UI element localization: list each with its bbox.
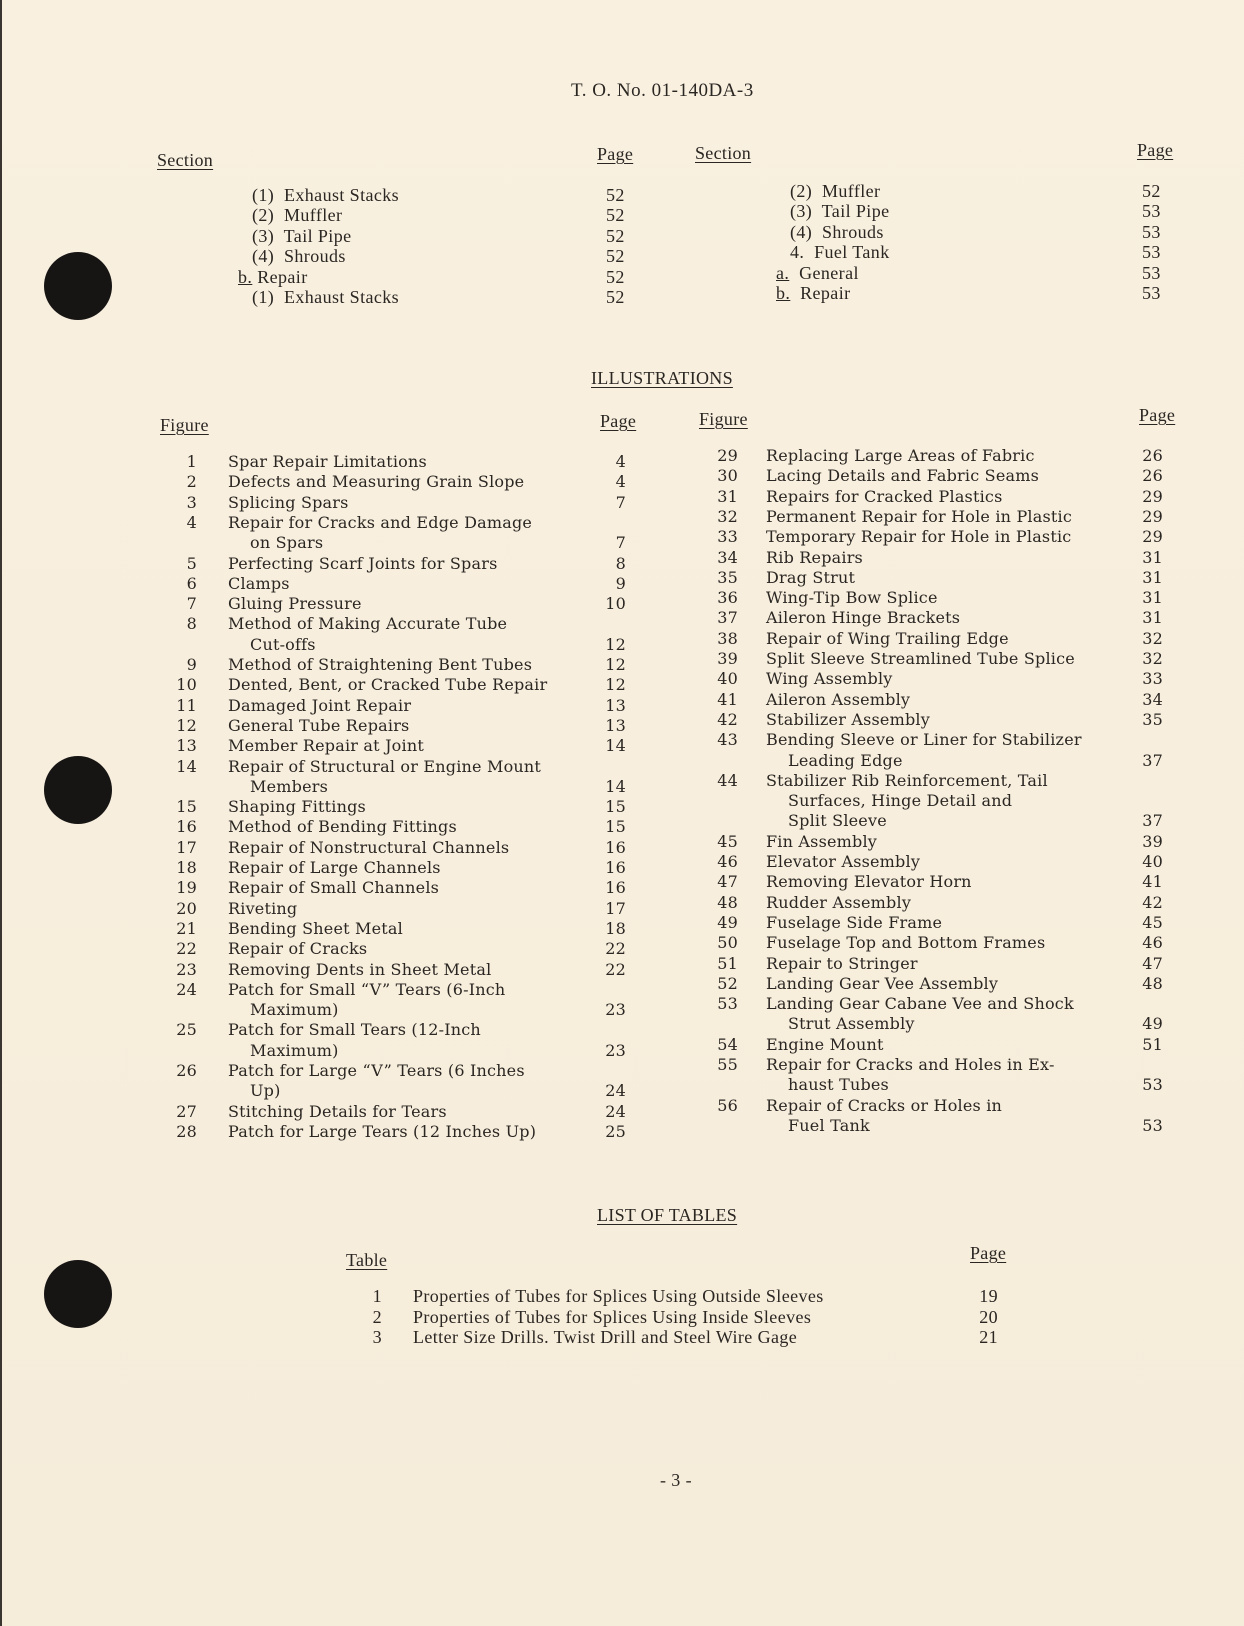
figure-title: Landing Gear Vee Assembly <box>766 973 999 993</box>
section-entry <box>790 201 890 222</box>
figure-title: Repair of Large Channels <box>228 858 441 877</box>
figure-page: 16 <box>605 837 626 857</box>
figure-page: 51 <box>1142 1034 1163 1054</box>
figure-title: Repairs for Cracked Plastics <box>766 486 1003 506</box>
section-entry-prefix: b. <box>238 266 253 287</box>
figure-number: 30 <box>717 466 738 486</box>
figure-page: 22 <box>605 959 626 979</box>
figure-page: 49 <box>1142 1014 1163 1034</box>
figure-title-cont: Cut-offs <box>250 634 316 654</box>
figure-number: 48 <box>717 892 738 912</box>
figure-number: 2 <box>186 472 197 492</box>
section-header-right: Section <box>695 143 752 163</box>
section-entry-page: 52 <box>606 266 625 287</box>
figure-page: 15 <box>605 797 626 817</box>
figure-page: 23 <box>605 1000 626 1020</box>
table-number: 3 <box>372 1327 382 1347</box>
figure-title: Repair of Structural or Engine Mount <box>228 756 542 776</box>
figure-title: Shaping Fittings <box>228 797 366 817</box>
page-header-illus-left: Page <box>600 411 637 431</box>
figure-title: Stitching Details for Tears <box>228 1101 447 1121</box>
section-entry-prefix: b. <box>776 283 791 303</box>
section-entry-label: (2) Muffler <box>790 181 881 201</box>
figure-title: Patch for Large Tears (12 Inches Up) <box>228 1121 537 1141</box>
figure-title: Aileron Assembly <box>766 689 911 709</box>
page-header-right: Page <box>1137 140 1174 160</box>
figure-number: 34 <box>717 547 738 567</box>
figure-page: 42 <box>1142 892 1163 912</box>
figure-page: 14 <box>605 776 626 796</box>
figure-title-cont: Leading Edge <box>788 750 903 770</box>
figure-title: Drag Strut <box>766 567 856 587</box>
figure-page: 39 <box>1142 831 1163 851</box>
figure-page: 31 <box>1142 547 1163 567</box>
figure-number: 29 <box>717 446 738 465</box>
section-entry-label: (3) Tail Pipe <box>252 225 352 246</box>
figure-number: 56 <box>717 1095 738 1115</box>
figure-number: 11 <box>176 695 197 715</box>
figure-title-cont: haust Tubes <box>788 1075 889 1095</box>
binder-hole-bottom <box>44 1260 112 1328</box>
figure-number: 14 <box>176 756 197 776</box>
figure-page: 29 <box>1142 506 1163 526</box>
section-entry <box>252 205 342 226</box>
figure-page: 46 <box>1142 933 1163 953</box>
section-entry-label: (3) Tail Pipe <box>790 201 890 222</box>
figure-title: Splicing Spars <box>228 492 349 512</box>
figure-title: Stabilizer Rib Reinforcement, Tail <box>766 770 1048 790</box>
figure-number: 53 <box>717 994 738 1014</box>
figure-title: Spar Repair Limitations <box>228 452 427 471</box>
section-entry <box>252 287 399 308</box>
figure-title: Removing Elevator Horn <box>766 872 972 892</box>
figure-page: 24 <box>605 1081 626 1101</box>
figure-title: Rudder Assembly <box>766 892 912 912</box>
figure-page: 15 <box>605 817 626 837</box>
figure-number: 39 <box>717 649 738 668</box>
figure-page: 31 <box>1142 588 1163 608</box>
figure-page: 31 <box>1142 567 1163 587</box>
figure-number: 23 <box>176 959 197 979</box>
figure-title: Method of Bending Fittings <box>228 817 457 837</box>
table-page: 21 <box>979 1327 998 1347</box>
figure-page: 13 <box>605 715 626 735</box>
figure-number: 8 <box>186 614 197 634</box>
figure-number: 38 <box>717 628 738 648</box>
figure-title: Wing-Tip Bow Splice <box>766 588 938 608</box>
section-entry-page: 52 <box>606 225 625 246</box>
figure-page: 12 <box>605 675 626 695</box>
page-header-illus-right: Page <box>1139 405 1176 425</box>
figure-title-cont: Up) <box>250 1081 281 1101</box>
figure-number: 32 <box>717 506 738 526</box>
figure-number: 51 <box>717 953 738 973</box>
figure-number: 7 <box>186 594 197 614</box>
figure-title: Bending Sheet Metal <box>228 918 403 938</box>
figure-page: 17 <box>605 898 626 918</box>
figure-title: Repair of Cracks or Holes in <box>766 1095 1003 1115</box>
figure-title-cont: Surfaces, Hinge Detail and <box>788 791 1013 811</box>
binder-hole-middle <box>44 756 112 824</box>
section-entry-page: 53 <box>1142 242 1161 263</box>
figure-page: 31 <box>1142 608 1163 628</box>
section-entry-page: 52 <box>1142 181 1161 201</box>
figure-page: 7 <box>615 533 626 553</box>
figure-number: 44 <box>717 770 738 790</box>
figure-title: Method of Making Accurate Tube <box>228 614 508 634</box>
table-title: Letter Size Drills. Twist Drill and Steel Wire Gage <box>413 1327 798 1347</box>
figure-title: Repair for Cracks and Edge Damage <box>228 512 533 532</box>
figure-title: Removing Dents in Sheet Metal <box>228 959 492 979</box>
figure-title: Permanent Repair for Hole in Plastic <box>766 506 1073 526</box>
table-page: 19 <box>979 1286 998 1306</box>
figure-title-cont: Maximum) <box>250 1000 339 1020</box>
figure-number: 16 <box>176 817 197 837</box>
figure-title: Split Sleeve Streamlined Tube Splice <box>766 649 1075 668</box>
figure-title: Fin Assembly <box>766 831 878 851</box>
figure-title: Elevator Assembly <box>766 852 921 871</box>
section-entry-label: General <box>789 262 859 283</box>
figure-page: 13 <box>605 695 626 715</box>
figure-number: 55 <box>717 1055 738 1074</box>
section-entry-page: 52 <box>606 246 625 267</box>
figure-number: 37 <box>717 608 738 628</box>
section-entry-page: 52 <box>606 287 625 307</box>
figure-page: 12 <box>605 634 626 654</box>
figure-title: Repair of Cracks <box>228 939 368 959</box>
figure-page: 12 <box>605 655 626 674</box>
figure-title: Replacing Large Areas of Fabric <box>766 446 1035 465</box>
figure-page: 4 <box>615 452 626 471</box>
figure-title: Repair to Stringer <box>766 953 918 973</box>
figure-page: 32 <box>1142 649 1163 668</box>
table-number: 2 <box>372 1306 382 1327</box>
figure-page: 22 <box>605 939 626 959</box>
section-entry-prefix: a. <box>776 262 790 283</box>
page-header-left: Page <box>597 144 634 164</box>
figure-number: 21 <box>176 918 197 938</box>
figure-number: 40 <box>717 669 738 689</box>
figure-title: Gluing Pressure <box>228 594 362 614</box>
figure-number: 25 <box>176 1020 197 1040</box>
figure-number: 33 <box>717 527 738 547</box>
figure-number: 6 <box>186 573 197 593</box>
section-entry-label: (1) Exhaust Stacks <box>252 287 400 307</box>
figure-page: 4 <box>615 472 626 492</box>
figure-title: Perfecting Scarf Joints for Spars <box>228 553 498 573</box>
figure-title: Temporary Repair for Hole in Plastic <box>766 527 1072 547</box>
figure-page: 35 <box>1142 709 1163 729</box>
figure-number: 15 <box>176 797 197 817</box>
figure-title: General Tube Repairs <box>228 715 410 735</box>
figure-number: 31 <box>717 486 738 506</box>
figure-title-cont: Split Sleeve <box>788 811 887 831</box>
section-entry <box>238 267 308 288</box>
section-entry-label: (4) Shrouds <box>790 221 884 242</box>
table-number: 1 <box>372 1286 382 1306</box>
section-entry <box>790 242 890 263</box>
document-number: T. O. No. 01-140DA-3 <box>571 80 754 101</box>
figure-number: 18 <box>176 858 197 877</box>
figure-number: 9 <box>186 655 197 674</box>
figure-number: 49 <box>717 912 738 932</box>
section-entry <box>252 185 399 206</box>
figure-page: 29 <box>1142 486 1163 506</box>
figure-page: 23 <box>605 1040 626 1060</box>
figure-number: 26 <box>176 1061 197 1080</box>
section-entry-label: 4. Fuel Tank <box>790 242 890 263</box>
figure-title-cont: Strut Assembly <box>788 1014 915 1034</box>
section-entry <box>790 181 880 202</box>
table-title: Properties of Tubes for Splices Using Inside Sleeves <box>413 1306 812 1327</box>
figure-page: 14 <box>605 736 626 756</box>
figure-number: 45 <box>717 831 738 851</box>
figure-title-cont: Members <box>250 776 328 796</box>
figure-number: 46 <box>717 852 738 871</box>
figure-title: Wing Assembly <box>766 669 893 689</box>
figure-page: 29 <box>1142 527 1163 547</box>
figure-page: 48 <box>1142 973 1163 993</box>
figure-number: 50 <box>717 933 738 953</box>
figure-page: 33 <box>1142 669 1163 689</box>
figure-header-right: Figure <box>699 409 748 429</box>
figure-number: 12 <box>176 715 197 735</box>
section-entry <box>776 283 851 304</box>
figure-title: Defects and Measuring Grain Slope <box>228 472 525 492</box>
figure-title: Patch for Small Tears (12-Inch <box>228 1020 481 1040</box>
figure-title: Method of Straightening Bent Tubes <box>228 655 533 674</box>
figure-number: 24 <box>176 979 197 999</box>
figure-number: 43 <box>717 730 738 750</box>
figure-number: 10 <box>176 675 197 695</box>
section-entry-label: (4) Shrouds <box>252 246 346 267</box>
figure-page: 26 <box>1142 446 1163 465</box>
figure-title-cont: Maximum) <box>250 1040 339 1060</box>
figure-page: 9 <box>615 573 626 593</box>
figure-page: 18 <box>605 918 626 938</box>
figure-title: Lacing Details and Fabric Seams <box>766 466 1040 486</box>
section-entry-label: (1) Exhaust Stacks <box>252 185 400 205</box>
figure-number: 22 <box>176 939 197 959</box>
figure-title: Bending Sleeve or Liner for Stabilizer <box>766 730 1082 750</box>
table-title: Properties of Tubes for Splices Using Outside Sleeves <box>413 1286 824 1306</box>
figure-title: Fuselage Top and Bottom Frames <box>766 933 1046 953</box>
section-entry <box>790 222 884 243</box>
figure-page: 7 <box>615 492 626 512</box>
figure-number: 3 <box>186 492 197 512</box>
figure-number: 47 <box>717 872 738 892</box>
figure-number: 35 <box>717 567 738 587</box>
figure-page: 26 <box>1142 466 1163 486</box>
figure-title: Landing Gear Cabane Vee and Shock <box>766 994 1074 1014</box>
figure-title: Patch for Small “V” Tears (6-Inch <box>228 979 506 999</box>
figure-page: 10 <box>605 594 626 614</box>
section-entry <box>252 226 352 247</box>
figure-page: 40 <box>1142 852 1163 871</box>
figure-number: 13 <box>176 736 197 756</box>
page-edge <box>0 0 2 1626</box>
figure-page: 16 <box>605 858 626 877</box>
figure-page: 32 <box>1142 628 1163 648</box>
figure-page: 16 <box>605 878 626 898</box>
section-entry-page: 53 <box>1142 201 1161 222</box>
figure-title: Repair for Cracks and Holes in Ex- <box>766 1055 1055 1074</box>
figure-number: 27 <box>176 1101 197 1121</box>
figure-title-cont: Fuel Tank <box>788 1115 870 1135</box>
illustrations-title: ILLUSTRATIONS <box>591 368 733 388</box>
figure-header-left: Figure <box>160 415 209 435</box>
figure-page: 45 <box>1142 912 1163 932</box>
figure-title: Engine Mount <box>766 1034 884 1054</box>
figure-page: 53 <box>1142 1075 1163 1095</box>
figure-title: Member Repair at Joint <box>228 736 424 756</box>
table-page-header: Page <box>970 1243 1007 1263</box>
figure-title: Aileron Hinge Brackets <box>766 608 961 628</box>
section-entry-page: 52 <box>606 205 625 226</box>
tables-title: LIST OF TABLES <box>597 1205 738 1225</box>
figure-title: Repair of Small Channels <box>228 878 440 898</box>
figure-title: Clamps <box>228 573 290 593</box>
figure-number: 1 <box>186 452 197 471</box>
page-number: - 3 - <box>660 1470 692 1490</box>
figure-title: Damaged Joint Repair <box>228 695 412 715</box>
figure-title: Fuselage Side Frame <box>766 912 943 932</box>
figure-page: 24 <box>605 1101 626 1121</box>
figure-number: 4 <box>186 512 197 532</box>
figure-page: 37 <box>1142 750 1163 770</box>
section-entry-label: Repair <box>790 283 851 303</box>
figure-number: 28 <box>176 1121 197 1141</box>
figure-number: 42 <box>717 709 738 729</box>
figure-page: 53 <box>1142 1115 1163 1135</box>
figure-title: Repair of Nonstructural Channels <box>228 837 510 857</box>
figure-number: 17 <box>176 837 197 857</box>
figure-page: 34 <box>1142 689 1163 709</box>
figure-title: Repair of Wing Trailing Edge <box>766 628 1009 648</box>
figure-number: 19 <box>176 878 197 898</box>
figure-number: 41 <box>717 689 738 709</box>
figure-title: Patch for Large “V” Tears (6 Inches <box>228 1061 525 1080</box>
figure-page: 8 <box>615 553 626 573</box>
figure-number: 36 <box>717 588 738 608</box>
section-entry-page: 52 <box>606 185 625 205</box>
table-col-header: Table <box>346 1250 388 1270</box>
figure-title: Stabilizer Assembly <box>766 709 930 729</box>
binder-hole-top <box>44 252 112 320</box>
figure-title-cont: on Spars <box>250 533 324 553</box>
section-header-left: Section <box>157 150 214 170</box>
section-entry-page: 53 <box>1142 283 1161 303</box>
figure-page: 41 <box>1142 872 1163 892</box>
figure-number: 20 <box>176 898 197 918</box>
section-entry-page: 53 <box>1142 221 1161 242</box>
figure-number: 54 <box>717 1034 738 1054</box>
figure-title: Riveting <box>228 898 298 918</box>
figure-title: Rib Repairs <box>766 547 863 567</box>
table-page: 20 <box>979 1306 998 1327</box>
figure-page: 47 <box>1142 953 1163 973</box>
section-entry-page: 53 <box>1142 262 1161 283</box>
section-entry-label: (2) Muffler <box>252 205 343 226</box>
figure-page: 25 <box>605 1121 626 1141</box>
figure-page: 37 <box>1142 811 1163 831</box>
section-entry <box>776 263 859 284</box>
section-entry <box>252 246 346 267</box>
figure-title: Dented, Bent, or Cracked Tube Repair <box>228 675 548 695</box>
figure-number: 5 <box>186 553 197 573</box>
figure-number: 52 <box>717 973 738 993</box>
section-entry-label: Repair <box>252 266 308 287</box>
